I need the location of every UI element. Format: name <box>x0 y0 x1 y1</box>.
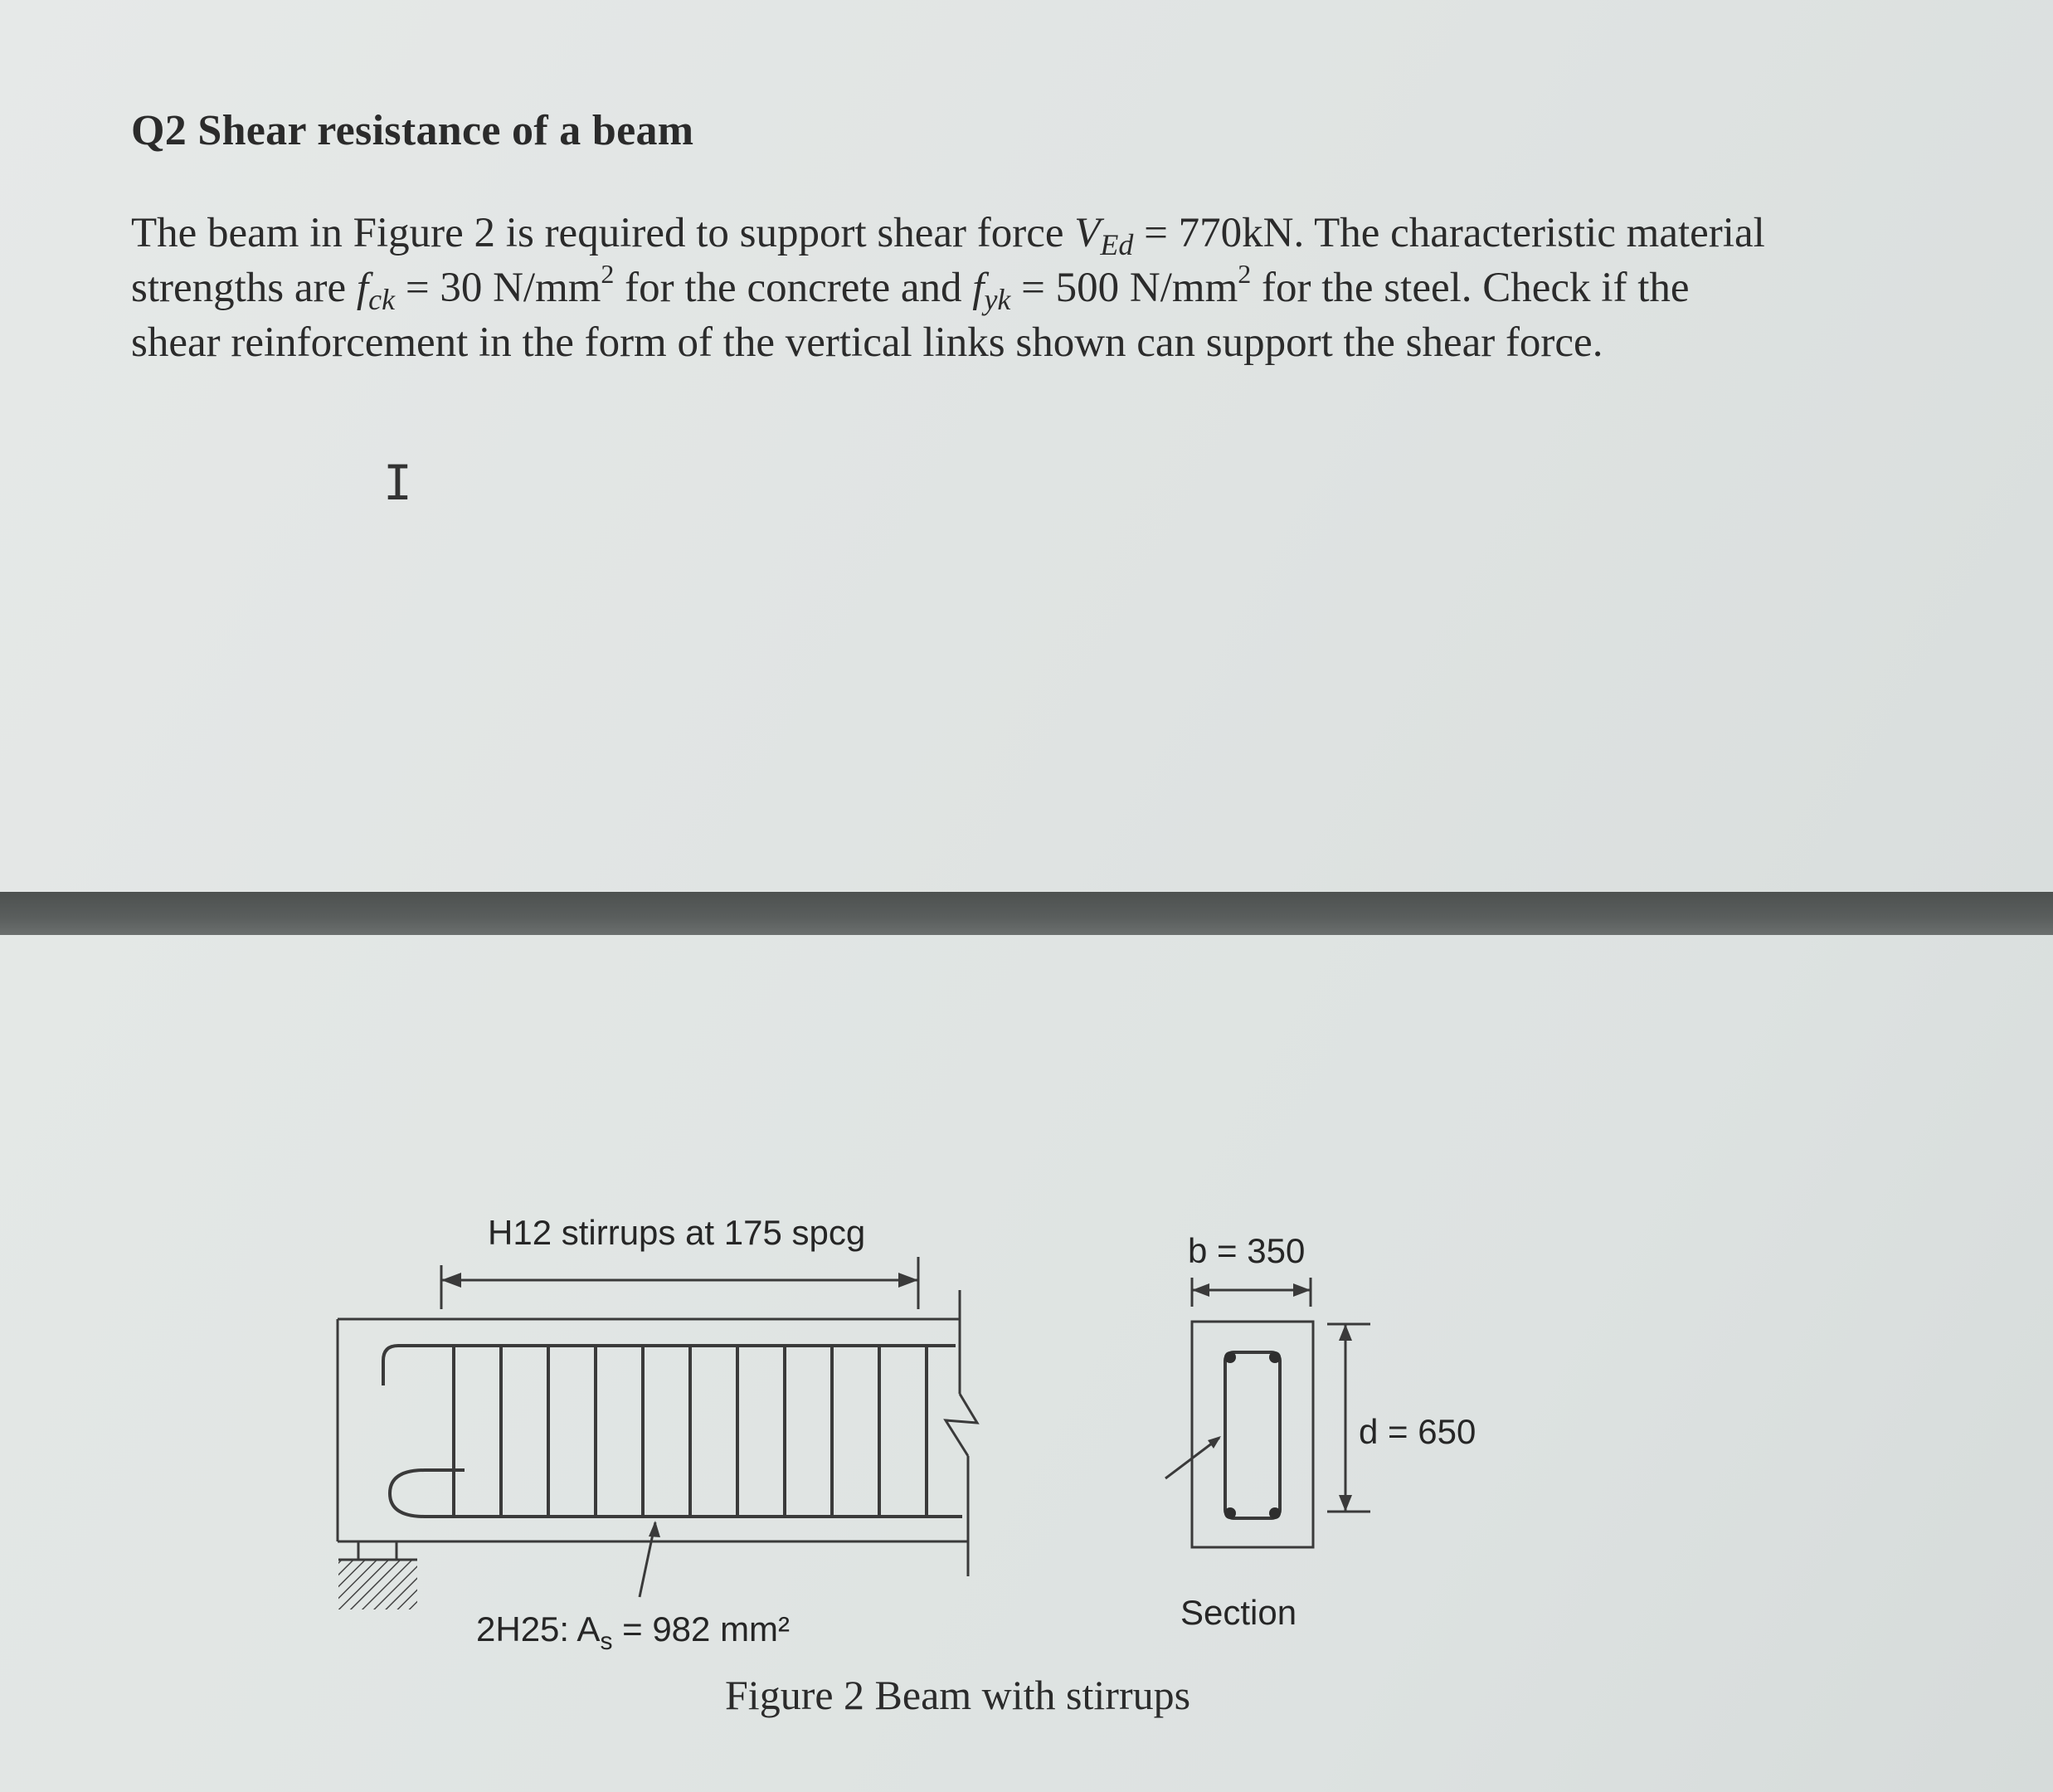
beam-cross-section <box>1165 1322 1313 1547</box>
fyk-subscript: yk <box>984 283 1011 316</box>
figure-caption: Figure 2 Beam with stirrups <box>725 1672 1191 1718</box>
text-segment: for the steel. Check if the <box>1251 265 1690 311</box>
question-line-3: shear reinforcement in the form of the vertical links shown can support the shear force. <box>131 319 1603 366</box>
fyk-symbol: f <box>972 265 985 311</box>
ved-symbol: V <box>1074 210 1101 256</box>
text-segment: for the concrete and <box>614 265 973 311</box>
text-segment: = 30 N/mm <box>395 265 601 311</box>
stirrups-label: H12 stirrups at 175 spcg <box>488 1213 866 1252</box>
question-title: Q2 Shear resistance of a beam <box>131 107 694 154</box>
depth-label: d = 650 <box>1359 1412 1477 1451</box>
squared-superscript: 2 <box>601 259 615 289</box>
text-segment: = 500 N/mm <box>1010 265 1238 311</box>
rebar-label-prefix: 2H25: A <box>476 1609 601 1648</box>
rebar-label <box>476 1609 790 1655</box>
text-segment: The beam in Figure 2 is required to support shear force <box>131 210 1075 256</box>
beam-elevation <box>338 1290 977 1597</box>
width-label: b = 350 <box>1188 1231 1306 1270</box>
beam-support <box>338 1541 417 1609</box>
section-label: Section <box>1180 1593 1297 1632</box>
rebar-label-subscript: s <box>600 1628 613 1655</box>
stirrup-group <box>454 1346 927 1517</box>
ved-subscript: Ed <box>1100 228 1134 261</box>
text-segment: = 770kN. The characteristic material <box>1133 210 1765 256</box>
text-segment: strengths are <box>131 265 357 311</box>
text-cursor-icon: I <box>383 455 412 511</box>
squared-superscript: 2 <box>1238 259 1252 289</box>
fck-symbol: f <box>356 265 369 311</box>
section-width-dimension <box>1192 1278 1311 1307</box>
rebar-label-suffix: = 982 mm² <box>612 1609 791 1648</box>
fck-subscript: ck <box>368 283 396 316</box>
stirrup-spacing-dimension <box>441 1257 918 1309</box>
